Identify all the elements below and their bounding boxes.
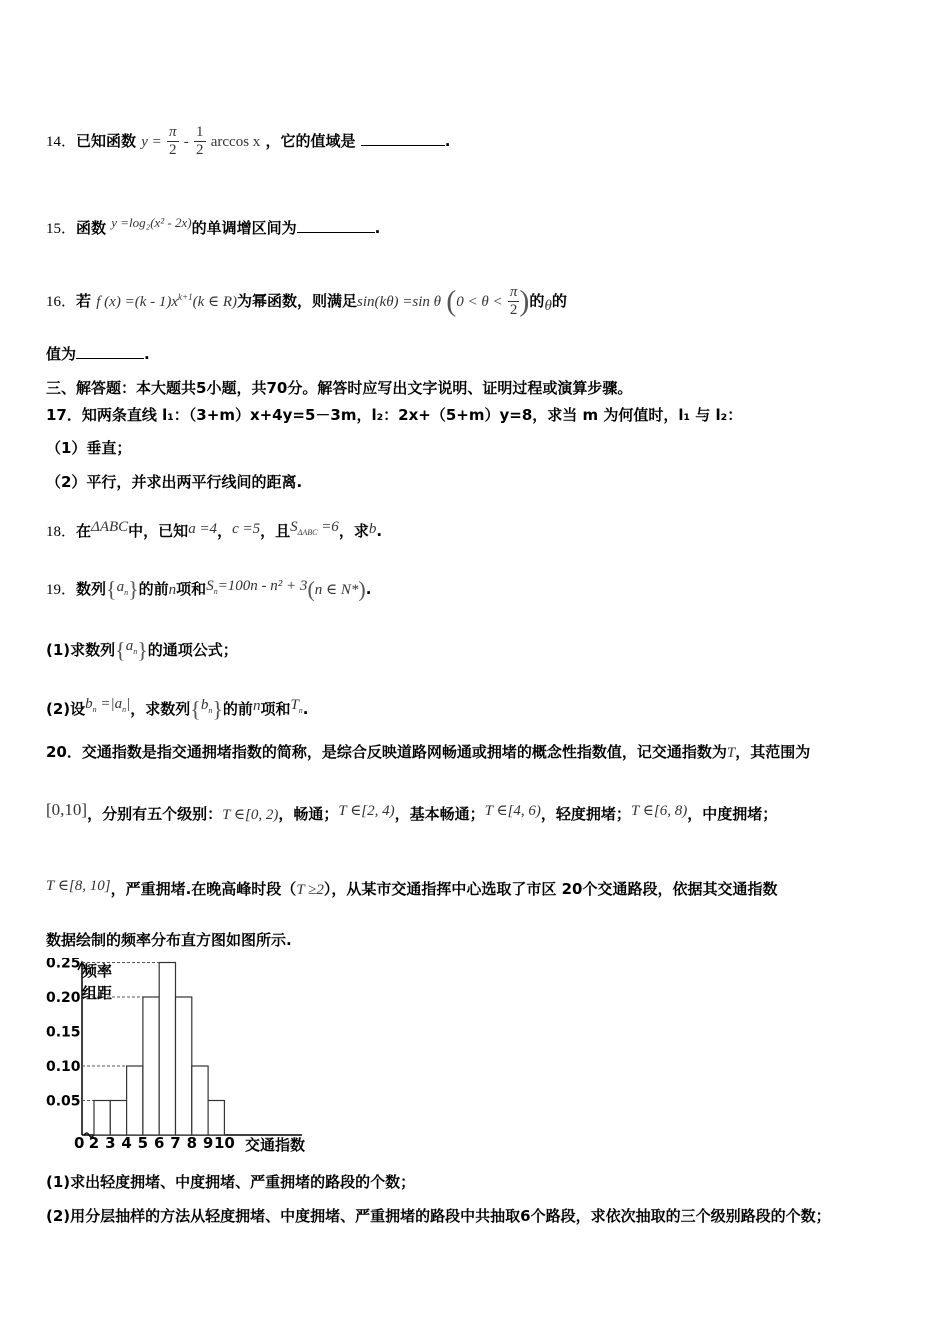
- question-14: [46, 124, 451, 159]
- x-tick-label: 6: [153, 1134, 165, 1152]
- question-number: 16．: [46, 294, 77, 310]
- section-heading: 三、解答题：本大题共5小题，共70分。解答时应写出文字说明、证明过程或演算步骤。: [46, 379, 633, 397]
- sequence-symbol: $a_n$: [116, 579, 129, 597]
- question-text: ，基本畅通；: [394, 805, 485, 823]
- formula-minus: -: [183, 134, 189, 150]
- question-text: 的通项公式；: [147, 641, 238, 659]
- question-text: 的前: [138, 580, 169, 598]
- formula: n: [252, 698, 261, 714]
- question-text: ，: [217, 522, 233, 540]
- question-text: 为幂函数，则满足: [237, 292, 358, 310]
- question-text: ，求: [338, 522, 369, 540]
- histogram-bar: [110, 1101, 126, 1136]
- formula: $S_n=100n - n^2 + 3$: [206, 578, 308, 596]
- brace: }: [137, 637, 148, 663]
- question-text: 在: [76, 522, 92, 540]
- fraction: $\frac{\pi}{2}$: [169, 124, 177, 158]
- y-tick-label: 0.15: [46, 1024, 81, 1041]
- y-tick-label: 0.25: [46, 958, 81, 972]
- formula: T ∈[4, 6): [484, 803, 541, 819]
- question-text: ，严重拥堵.在晚高峰时段（: [110, 880, 297, 898]
- question-text: 的: [529, 292, 545, 310]
- question-text: (1)求数列: [46, 641, 116, 659]
- question-17-part1: （1）垂直；: [46, 439, 132, 457]
- y-tick-label: 0.20: [46, 990, 81, 1006]
- question-number: 18．: [46, 524, 77, 540]
- fraction: $\frac{\pi}{2}$: [509, 284, 518, 318]
- question-text: ，轻度拥堵；: [540, 805, 631, 823]
- formula: n ∈ N*: [314, 582, 359, 598]
- formula: T ∈[6, 8): [630, 803, 688, 819]
- brace: }: [128, 576, 139, 602]
- formula: $T_n$: [290, 697, 303, 715]
- brace: }: [212, 696, 223, 722]
- left-paren: (: [446, 284, 457, 318]
- question-17-part2: （2）平行，并求出两平行线间的距离.: [46, 473, 303, 491]
- question-number: 14．: [46, 134, 77, 150]
- x-tick-label: 9: [202, 1134, 214, 1152]
- question-text: 中，已知: [128, 522, 189, 540]
- period: .: [444, 132, 451, 150]
- left-paren: (: [307, 576, 315, 602]
- question-19-part1: [46, 636, 238, 662]
- formula: T ∈[8, 10]: [46, 878, 111, 894]
- formula: $S_{\Delta ABC} =6$: [290, 519, 339, 537]
- question-text: 项和: [176, 580, 207, 598]
- question-text: 的单调增区间为: [191, 219, 297, 237]
- formula: a =4: [188, 521, 218, 537]
- question-20-line4: 数据绘制的频率分布直方图如图所示.: [46, 931, 292, 949]
- formula: c =5: [232, 521, 261, 537]
- question-19: [46, 576, 371, 603]
- formula: T ∈[0, 2): [222, 807, 279, 823]
- x-axis-label: 交通指数: [245, 1136, 306, 1154]
- answer-blank: [361, 131, 445, 146]
- formula: b: [368, 521, 377, 537]
- histogram-bar: [176, 997, 192, 1135]
- formula: sin(kθ) =sin θ: [357, 294, 442, 310]
- question-text: ，畅通；: [278, 805, 339, 823]
- brace: {: [106, 576, 117, 602]
- formula: (k ∈ R): [192, 294, 238, 310]
- brace: {: [115, 637, 126, 663]
- period: .: [365, 580, 372, 598]
- formula: θ: [544, 298, 552, 314]
- question-20-line3: [46, 876, 777, 900]
- right-paren: ): [519, 284, 530, 318]
- period: .: [302, 700, 309, 718]
- formula: [0,10]: [46, 800, 88, 819]
- brace: {: [190, 696, 201, 722]
- formula: T: [726, 745, 736, 761]
- y-axis-label: 频率: [82, 962, 113, 980]
- histogram-bar: [159, 963, 175, 1136]
- sequence-symbol: $a_n$: [125, 638, 138, 656]
- y-tick-label: 0.10: [46, 1059, 81, 1075]
- x-tick-label: 7: [170, 1134, 181, 1152]
- formula: y =: [141, 134, 162, 150]
- question-text: 20．交通指数是指交通拥堵指数的简称，是综合反映道路网畅通或拥堵的概念性指数值，记交通指数为: [46, 743, 727, 761]
- question-text: 数列: [76, 580, 107, 598]
- question-text: 已知函数: [76, 132, 137, 150]
- x-tick-label: 4: [121, 1134, 132, 1152]
- formula: f $(x) =(k - 1)x^{k+1}$: [96, 292, 193, 310]
- question-text: ，且: [260, 522, 291, 540]
- question-text: ，求数列: [130, 700, 191, 718]
- question-text: ，中度拥堵；: [687, 805, 778, 823]
- question-text: ，其范围为: [735, 743, 811, 761]
- fraction: $\frac{1}{2}$: [196, 124, 204, 158]
- sequence-symbol: $b_n$: [200, 697, 213, 715]
- histogram-bar: [127, 1066, 143, 1135]
- right-paren: ): [358, 576, 366, 602]
- question-text: 的前: [222, 700, 253, 718]
- question-text: (2)设: [46, 700, 86, 718]
- y-axis-label: 组距: [82, 984, 113, 1002]
- histogram-bar: [208, 1101, 224, 1136]
- period: .: [144, 345, 150, 363]
- question-text: 项和: [260, 700, 291, 718]
- question-20-part2: (2)用分层抽样的方法从轻度拥堵、中度拥堵、严重拥堵的路段中共抽取6个路段，求依次抽取的三个级别路段的个数；: [46, 1207, 831, 1225]
- x-tick-label: 3: [105, 1134, 116, 1152]
- y-tick-label: 0.05: [46, 1093, 81, 1110]
- question-19-part2: [46, 694, 309, 721]
- formula: T ≥2: [296, 882, 324, 898]
- period: .: [376, 522, 383, 540]
- x-tick-label: 2: [88, 1134, 100, 1152]
- question-text: 函数: [76, 219, 107, 237]
- question-text: ，它的值域是: [265, 132, 356, 150]
- question-text: 值为: [46, 345, 77, 363]
- question-number: 15．: [46, 221, 77, 237]
- frequency-histogram: [44, 958, 324, 1158]
- formula: 0 < θ <: [456, 294, 503, 310]
- question-number: 19．: [46, 582, 77, 598]
- x-tick-label: 10: [213, 1134, 235, 1152]
- formula: y =log₂(x² - 2x): [111, 215, 192, 230]
- period: .: [374, 219, 381, 237]
- x-tick-label: 8: [186, 1134, 198, 1152]
- formula: ΔABC: [91, 519, 129, 535]
- question-20-part1: (1)求出轻度拥堵、中度拥堵、严重拥堵的路段的个数；: [46, 1173, 416, 1191]
- question-20-line2: [46, 800, 777, 825]
- question-text: 的: [551, 292, 567, 310]
- question-15: [46, 213, 380, 239]
- formula: T ∈[2, 4): [338, 803, 395, 819]
- question-18: [46, 517, 382, 543]
- formula: arccos x: [210, 134, 261, 150]
- answer-blank: [76, 344, 144, 359]
- histogram-bar: [143, 997, 159, 1135]
- histogram-bar: [94, 1101, 110, 1136]
- formula: n: [168, 582, 177, 598]
- question-text: ，分别有五个级别：: [87, 805, 223, 823]
- question-20: [46, 742, 810, 763]
- question-text: ），从某市交通指挥中心选取了市区 20个交通路段，依据其交通指数: [323, 880, 778, 898]
- x-tick-label: 5: [137, 1134, 149, 1152]
- question-text: 若: [76, 292, 92, 310]
- histogram-bar: [192, 1066, 208, 1135]
- question-17: 17．知两条直线 l₁：（3+m）x+4y=5－3m，l₂：2x+（5+m）y=8，求当 m 为何值时，l₁ 与 l₂：: [46, 406, 743, 424]
- answer-blank: [297, 218, 375, 233]
- formula: $b_n =|a_n|$: [85, 696, 131, 714]
- question-16: [46, 284, 567, 319]
- question-16-line2: [46, 344, 150, 364]
- origin-label: 0: [74, 1134, 85, 1152]
